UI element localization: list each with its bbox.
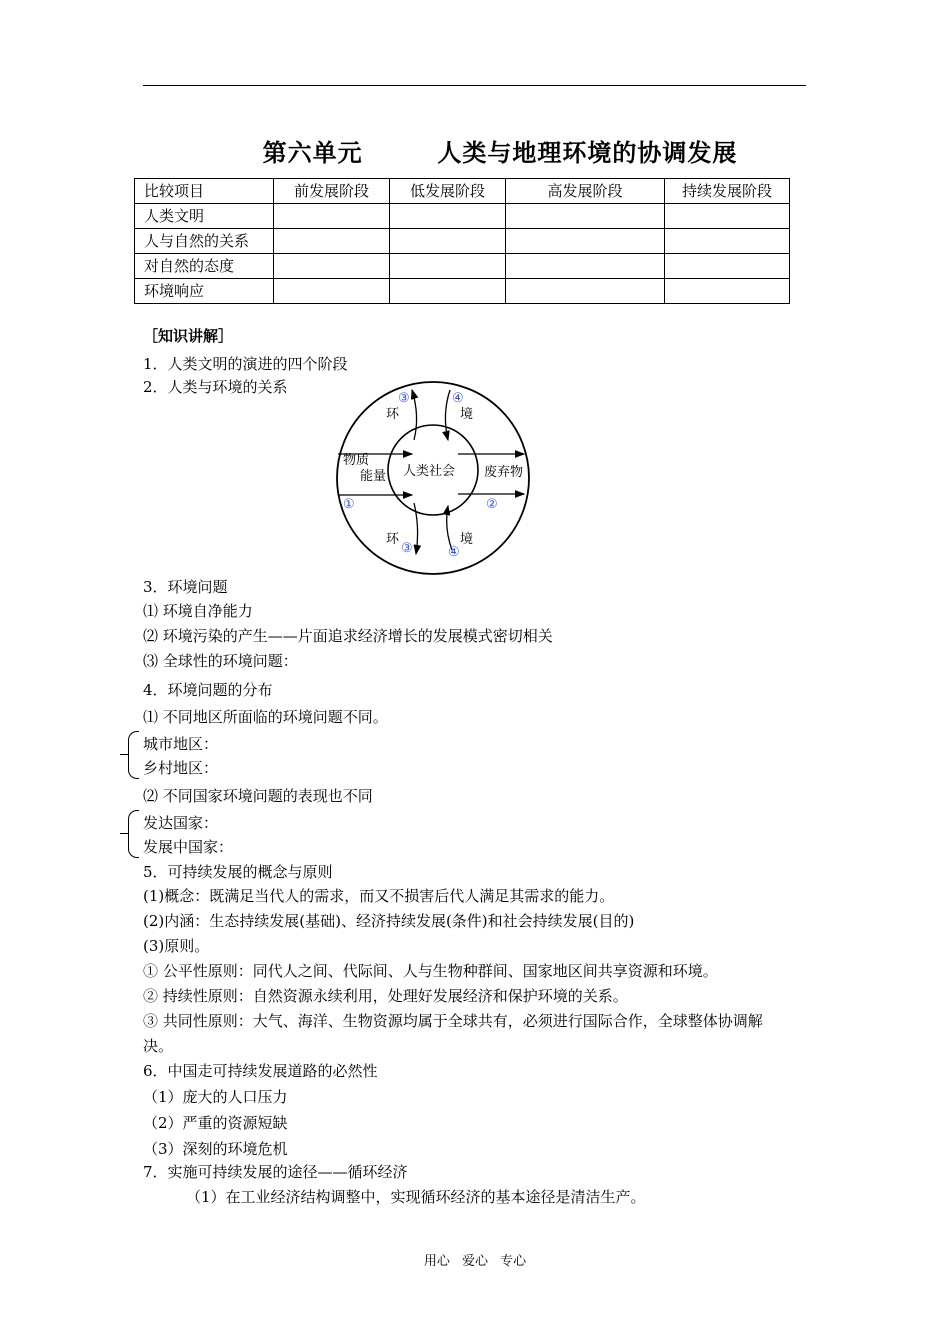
output-label-waste: 废弃物 [484,465,524,480]
brace-left [128,810,139,858]
table-row-label: 人类文明 [135,204,274,229]
section-label: ［知识讲解］ [143,327,234,345]
table-cell [506,229,665,254]
table-row [135,279,790,304]
env-label-right-bottom: 境 [460,532,474,547]
comparison-table [134,178,790,304]
point-subitem: 发达国家： [143,814,219,832]
marker-1: ① [343,497,355,512]
point-heading: 3．环境问题 [143,578,228,596]
table-cell [665,254,790,279]
table-cell [274,279,390,304]
table-cell [506,254,665,279]
human-environment-diagram [328,378,538,578]
point-heading: 1．人类文明的演进的四个阶段 [143,355,348,373]
point-subitem: ⑶ 全球性的环境问题： [143,652,298,670]
point-subitem: 城市地区： [143,735,219,753]
point-subitem: （2）严重的资源短缺 [143,1114,288,1132]
table-header-cell: 高发展阶段 [506,179,665,204]
point-heading: 7．实施可持续发展的途径——循环经济 [143,1163,408,1181]
table-cell [665,204,790,229]
point-heading: 6．中国走可持续发展道路的必然性 [143,1062,378,1080]
point-subitem: (1)概念：既满足当代人的需求，而又不损害后代人满足其需求的能力。 [143,887,615,905]
table-cell [274,254,390,279]
point-heading: 4．环境问题的分布 [143,681,273,699]
point-heading: 2．人类与环境的关系 [143,378,288,396]
marker-4-top: ④ [452,391,464,406]
point-subitem: ② 持续性原则：自然资源永续利用，处理好发展经济和保护环境的关系。 [143,987,628,1005]
table-cell [390,254,506,279]
marker-2: ② [486,497,498,512]
table-cell [665,229,790,254]
point-heading: 5．可持续发展的概念与原则 [143,863,333,881]
table-header-cell: 前发展阶段 [274,179,390,204]
point-subitem: ⑵ 环境污染的产生——片面追求经济增长的发展模式密切相关 [143,627,553,645]
point-subitem: (2)内涵：生态持续发展(基础)、经济持续发展(条件)和社会持续发展(目的) [143,912,635,930]
page-title: 第六单元 人类与地理环境的协调发展 [262,139,738,167]
point-subitem: 决。 [143,1037,174,1055]
point-subitem: （3）深刻的环境危机 [143,1140,288,1158]
table-cell [506,204,665,229]
table-row-label: 环境响应 [135,279,274,304]
table-cell [390,204,506,229]
point-subitem: （1）庞大的人口压力 [143,1088,288,1106]
table-row [135,229,790,254]
table-cell [274,229,390,254]
arrow-env-down-top [445,390,450,440]
brace-tip [120,754,128,755]
table-cell [390,229,506,254]
header-rule [143,85,806,86]
table-cell [506,279,665,304]
point-subitem: ⑵ 不同国家环境问题的表现也不同 [143,787,373,805]
brace-left [128,731,139,779]
marker-4-bottom: ④ [448,545,460,560]
env-label-left-top: 环 [386,407,400,422]
input-label-energy: 能量 [360,469,387,484]
point-subitem: (3)原则。 [143,937,210,955]
point-subitem: ⑴ 不同地区所面临的环境问题不同。 [143,708,388,726]
table-header-cell: 持续发展阶段 [665,179,790,204]
env-label-left-bottom: 环 [386,532,400,547]
table-row [135,254,790,279]
input-label-material: 物质 [343,453,370,468]
table-cell [665,279,790,304]
env-label-right-top: 境 [460,407,474,422]
page-footer: 用心 爱心 专心 [423,1254,527,1269]
table-header-row [135,179,790,204]
brace-tip [120,833,128,834]
table-row-label: 对自然的态度 [135,254,274,279]
table-cell [274,204,390,229]
table-cell [390,279,506,304]
table-row [135,204,790,229]
point-subitem: ③ 共同性原则：大气、海洋、生物资源均属于全球共有，必须进行国际合作，全球整体协调解 [143,1012,763,1030]
center-label: 人类社会 [403,464,456,479]
point-subitem: ⑴ 环境自净能力 [143,602,253,620]
table-header-cell: 低发展阶段 [390,179,506,204]
table-header-cell: 比较项目 [135,179,274,204]
point-subitem: 乡村地区： [143,759,219,777]
point-subitem: （1）在工业经济结构调整中，实现循环经济的基本途径是清洁生产。 [186,1188,646,1206]
arrow-env-up-top [412,390,417,440]
marker-3-top: ③ [398,391,410,406]
marker-3-bottom: ③ [401,541,413,556]
point-subitem: 发展中国家： [143,838,234,856]
point-subitem: ① 公平性原则：同代人之间、代际间、人与生物种群间、国家地区间共享资源和环境。 [143,962,718,980]
table-row-label: 人与自然的关系 [135,229,274,254]
